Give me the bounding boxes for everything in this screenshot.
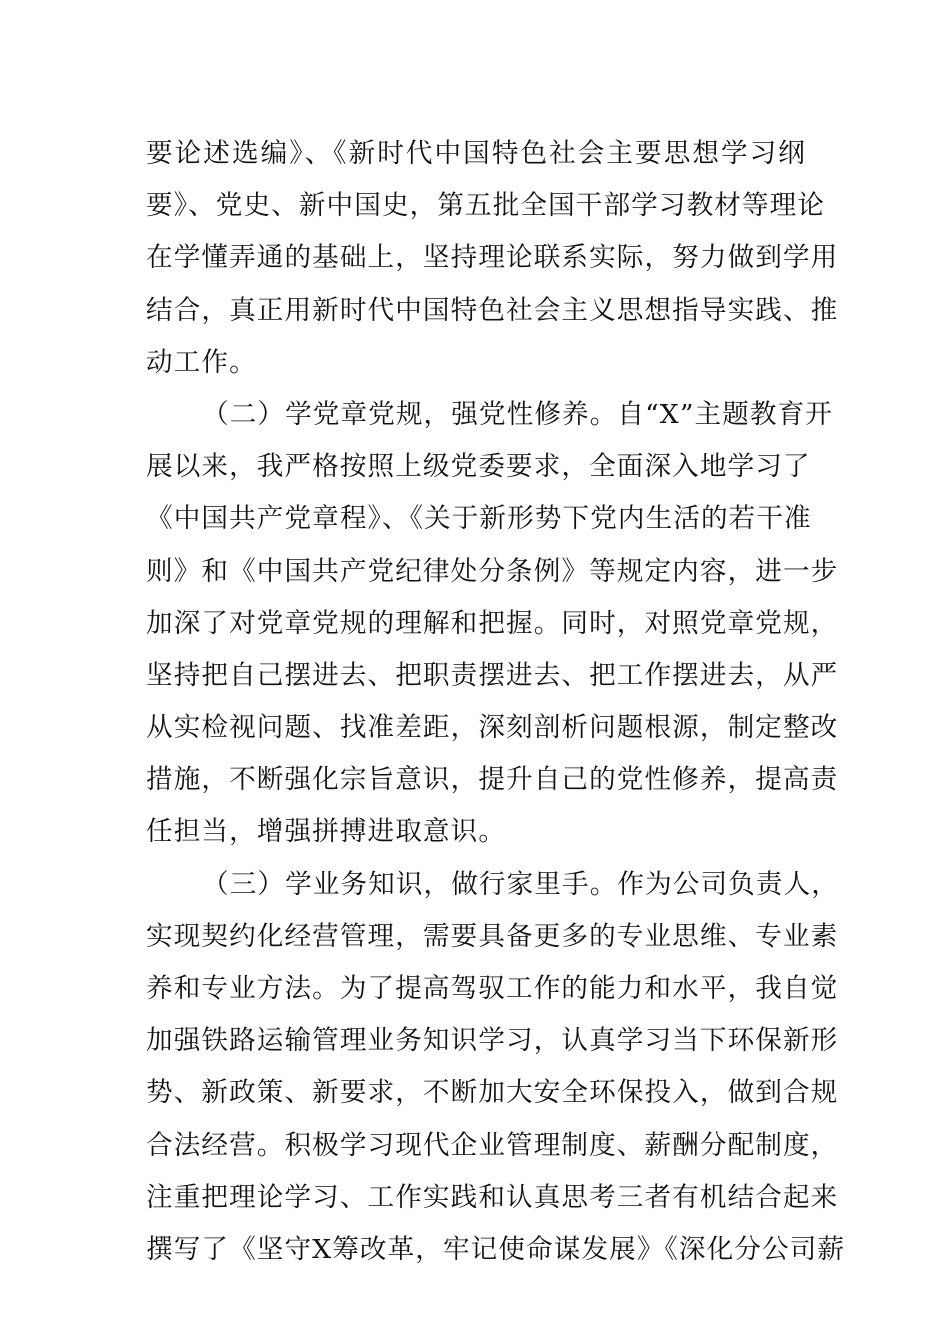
text-line: 任担当，增强拼搏进取意识。 (146, 816, 507, 848)
document-body (146, 128, 846, 1276)
text-line: 要》、党史、新中国史，第五批全国干部学习教材等理论 (146, 190, 826, 222)
text-line: 养和专业方法。为了提高驾驭工作的能力和水平，我自觉 (146, 973, 839, 1004)
text-line: 加深了对党章党规的理解和把握。同时，对照党章党规， (146, 607, 839, 639)
text-line: 在学懂弄通的基础上，坚持理论联系实际，努力做到学用 (146, 242, 839, 274)
text-line: 坚持把自己摆进去、把职责摆进去、把工作摆进去，从严 (146, 659, 839, 691)
text-line: （二）学党章党规，强党性修养。自“X”主题教育开 (202, 398, 833, 430)
paragraph-1 (146, 128, 839, 389)
text-line: （三）学业务知识，做行家里手。作为公司负责人， (202, 868, 839, 900)
text-line: 势、新政策、新要求，不断加大安全环保投入，做到合规 (146, 1077, 839, 1109)
text-line: 撰写了《坚守X筹改革，牢记使命谋发展》《深化分公司薪 (146, 1233, 846, 1265)
text-line: 结合，真正用新时代中国特色社会主义思想指导实践、推 (146, 294, 839, 326)
text-line: 《中国共产党章程》、《关于新形势下党内生活的若干准 (146, 503, 812, 535)
text-line: 合法经营。积极学习现代企业管理制度、薪酬分配制度， (146, 1129, 839, 1161)
text-line: 则》和《中国共产党纪律处分条例》等规定内容，进一步 (146, 555, 839, 587)
text-line: 措施，不断强化宗旨意识，提升自己的党性修养，提高责 (146, 764, 839, 796)
paragraph-3 (146, 859, 846, 1277)
text-line: 实现契约化经营管理，需要具备更多的专业思维、专业素 (146, 920, 839, 952)
paragraph-2 (146, 389, 839, 859)
text-line: 加强铁路运输管理业务知识学习，认真学习当下环保新形 (146, 1025, 839, 1057)
text-line: 要论述选编》、《新时代中国特色社会主要思想学习纲 (146, 138, 806, 169)
text-line: 动工作。 (146, 346, 257, 378)
text-line: 注重把理论学习、工作实践和认真思考三者有机结合起来 (146, 1181, 839, 1213)
text-line: 从实检视问题、找准差距，深刻剖析问题根源，制定整改 (146, 712, 839, 744)
text-line: 展以来，我严格按照上级党委要求，全面深入地学习了 (146, 451, 811, 483)
